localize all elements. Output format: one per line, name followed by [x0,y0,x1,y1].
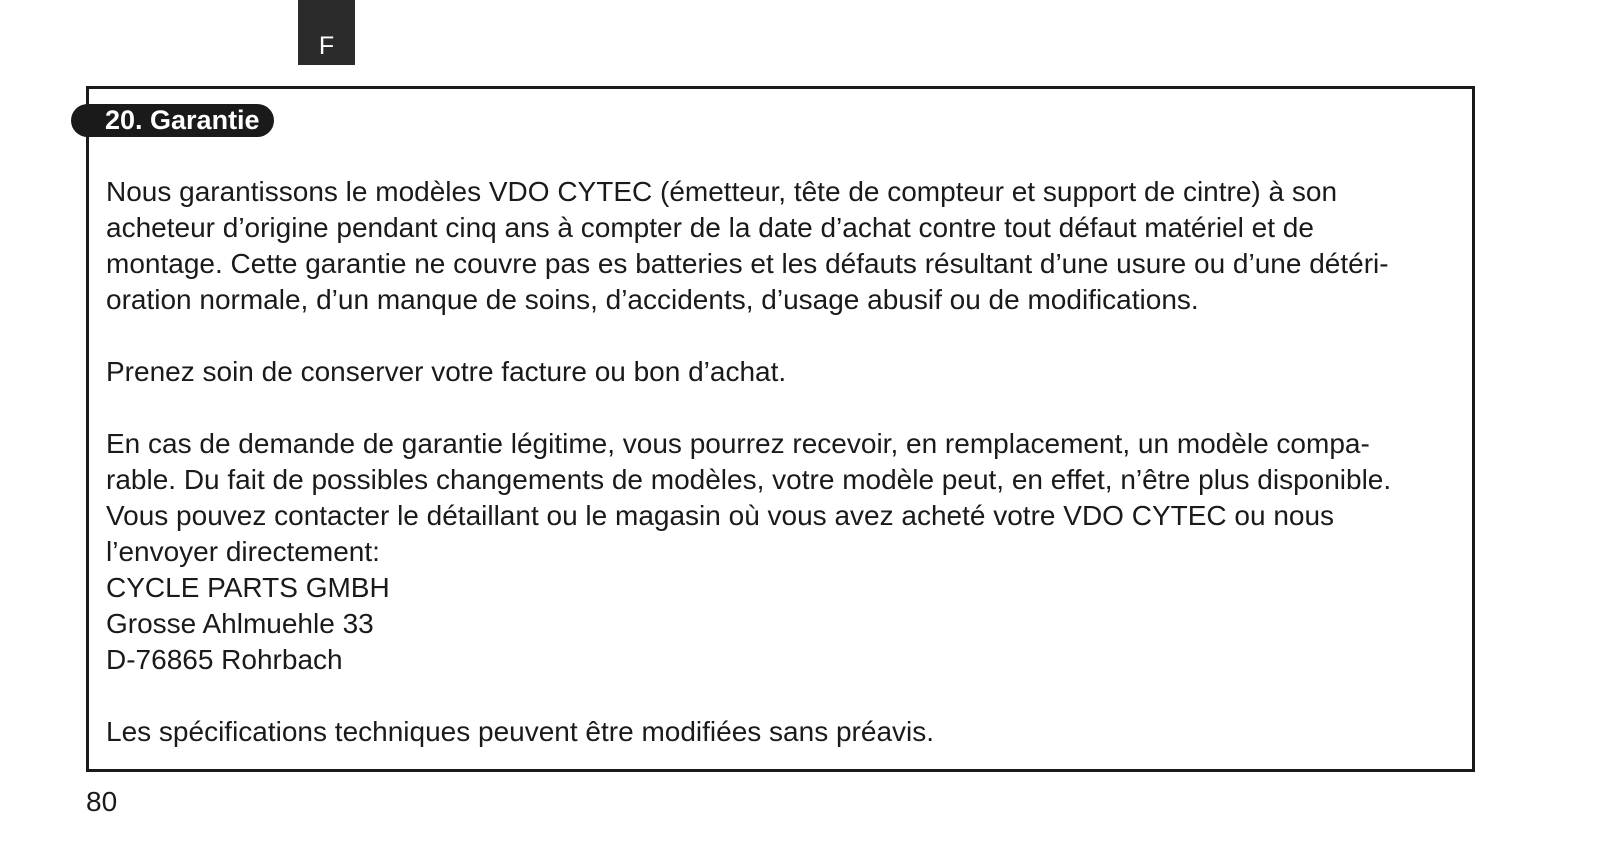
language-tab-label: F [318,32,335,60]
text-line: oration normale, d’un manque de soins, d’accidents, d’usage abusif ou de modifications. [106,284,1199,315]
text-line: l’envoyer directement: [106,536,380,567]
text-line: rable. Du fait de possibles changements de modèles, votre modèle peut, en effet, n’être plus disponible. [106,464,1392,495]
section-title: 20. Garantie [71,104,274,137]
paragraph-specifications [106,714,1462,750]
paragraph-warranty-terms [106,174,1462,318]
text-line: acheteur d’origine pendant cinq ans à compter de la date d’achat contre tout défaut matériel et de [106,212,1314,243]
text-line: montage. Cette garantie ne couvre pas es batteries et les défauts résultant d’une usure ou d’une détéri- [106,248,1389,279]
text-line: Prenez soin de conserver votre facture ou bon d’achat. [106,356,787,387]
paragraph-claim-address [106,426,1462,678]
language-tab [298,0,355,65]
text-line: Vous pouvez contacter le détaillant ou le magasin où vous avez acheté votre VDO CYTEC ou nous [106,500,1335,531]
page-number: 80 [86,786,118,817]
address-street: Grosse Ahlmuehle 33 [106,608,374,639]
address-city: D-76865 Rohrbach [106,644,343,675]
paragraph-keep-receipt [106,354,1462,390]
address-company: CYCLE PARTS GMBH [106,572,390,603]
text-line: En cas de demande de garantie légitime, vous pourrez recevoir, en remplacement, un modèle compa- [106,428,1370,459]
text-line: Nous garantissons le modèles VDO CYTEC (émetteur, tête de compteur et support de cintre) à son [106,176,1338,207]
text-line: Les spécifications techniques peuvent être modifiées sans préavis. [106,716,935,747]
warranty-text [106,174,1462,750]
